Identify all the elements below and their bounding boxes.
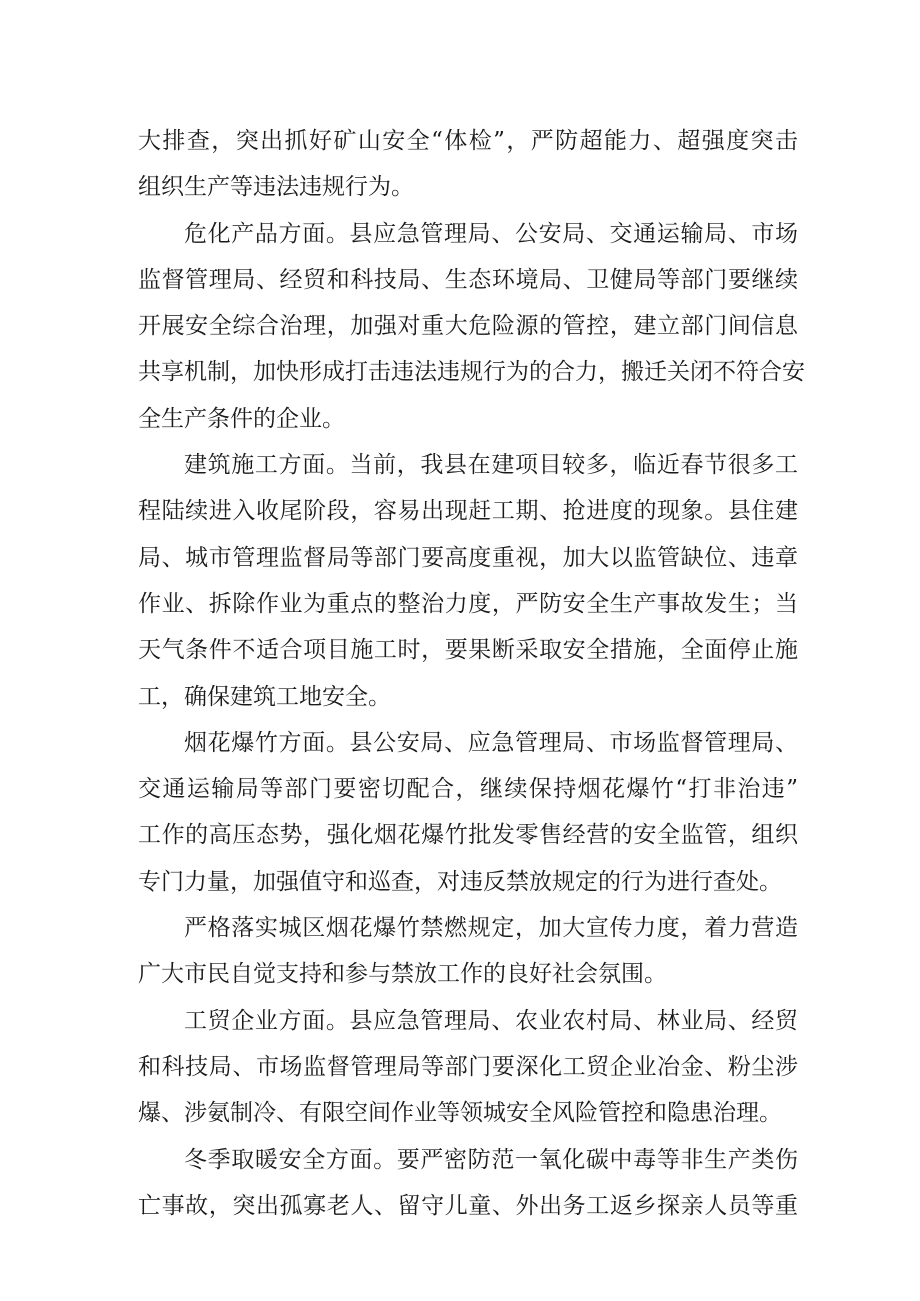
text-line: 和科技局、市场监督管理局等部门要深化工贸企业冶金、粉尘涉 <box>138 1053 798 1080</box>
text-line: 广大市民自觉支持和参与禁放工作的良好社会氛围。 <box>138 961 667 988</box>
text-line: 烟花爆竹方面。县公安局、应急管理局、市场监督管理局、 <box>184 729 798 756</box>
text-line: 冬季取暖安全方面。要严密防范一氧化碳中毒等非生产类伤 <box>184 1146 798 1173</box>
paragraph-hazardous-chemicals <box>138 211 805 442</box>
text-line: 开展安全综合治理，加强对重大危险源的管控，建立部门间信息 <box>138 313 798 340</box>
text-line: 爆、涉氨制冷、有限空间作业等领城安全风险管控和隐患治理。 <box>138 1100 782 1127</box>
text-line: 共享机制，加快形成打击违法违规行为的合力，搬迁关闭不符合安 <box>138 359 805 386</box>
paragraph-industry-trade <box>138 998 798 1137</box>
text-line: 专门力量，加强值守和巡查，对违反禁放规定的行为进行查处。 <box>138 868 782 895</box>
text-line: 局、城市管理监督局等部门要高度重视，加大以监管缺位、违章 <box>138 544 798 571</box>
paragraph-fireworks <box>138 720 798 905</box>
text-line: 危化产品方面。县应急管理局、公安局、交通运输局、市场 <box>184 220 798 247</box>
text-line: 程陆续进入收尾阶段，容易出现赶工期、抢进度的现象。县住建 <box>138 498 798 525</box>
text-line: 严格落实城区烟花爆竹禁燃规定，加大宣传力度，着力营造 <box>184 915 798 942</box>
document-body <box>138 118 805 1229</box>
text-line: 作业、拆除作业为重点的整治力度，严防安全生产事故发生；当 <box>138 590 798 617</box>
text-line: 亡事故，突出孤寡老人、留守儿童、外出务工返乡探亲人员等重 <box>138 1192 798 1219</box>
text-line: 监督管理局、经贸和科技局、生态环境局、卫健局等部门要继续 <box>138 266 798 293</box>
paragraph-construction <box>138 442 798 720</box>
text-line: 建筑施工方面。当前，我县在建项目较多，临近春节很多工 <box>184 452 798 479</box>
paragraph-winter-heating <box>138 1137 798 1230</box>
text-line: 工，确保建筑工地安全。 <box>138 683 391 710</box>
paragraph-1 <box>138 118 798 211</box>
text-line: 大排查，突出抓好矿山安全“体检”，严防超能力、超强度突击 <box>138 128 798 154</box>
text-line: 工贸企业方面。县应急管理局、农业农村局、林业局、经贸 <box>184 1007 798 1034</box>
text-line: 交通运输局等部门要密切配合，继续保持烟花爆竹“打非治违” <box>138 776 798 803</box>
text-line: 工作的高压态势，强化烟花爆竹批发零售经营的安全监管，组织 <box>138 822 798 849</box>
text-line: 天气条件不适合项目施工时，要果断采取安全措施，全面停止施 <box>138 637 798 664</box>
text-line: 组织生产等违法违规行为。 <box>138 174 414 201</box>
text-line: 全生产条件的企业。 <box>138 405 345 432</box>
paragraph-fireworks-ban <box>138 905 798 998</box>
